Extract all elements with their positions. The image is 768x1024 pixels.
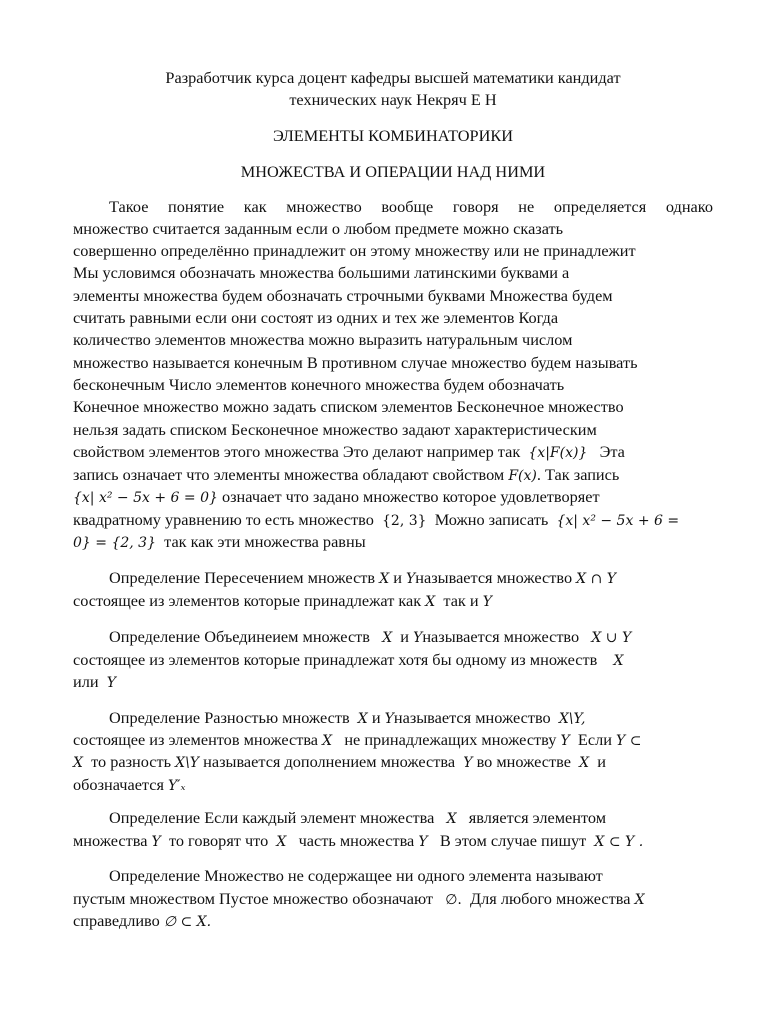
text: часть множества [298, 831, 415, 850]
formula: X [382, 630, 393, 646]
formula: ∅. [445, 892, 462, 908]
text: квадратному уравнению то есть множество [73, 510, 374, 529]
formula: F(x) [508, 468, 537, 484]
text: Определение Если каждый элемент множества [109, 808, 435, 827]
paragraph-line [73, 509, 713, 532]
paragraph-line [73, 888, 713, 911]
text: называется множество [422, 627, 580, 646]
paragraph-line [73, 590, 713, 613]
paragraph-line: множество называется конечным В противном случае множество будем называть [73, 353, 638, 372]
formula: X [379, 571, 390, 587]
paragraph-line: Определение Множество не содержащее ни одного элемента называют [109, 866, 603, 885]
text: называется множество [393, 708, 551, 727]
text: Для любого множества [470, 889, 631, 908]
text: Определение Объединеием множеств [109, 627, 370, 646]
text: и [393, 568, 402, 587]
paragraph-line: бесконечным Число элементов конечного множества будем обозначать [73, 375, 565, 394]
formula: Y [418, 834, 428, 850]
paragraph-line [73, 774, 713, 797]
paragraph-line [73, 486, 713, 509]
text: множества [73, 831, 148, 850]
formula: X [579, 755, 590, 771]
text: . Так запись [536, 465, 620, 484]
text: то разность [91, 752, 172, 771]
paragraph-line [73, 729, 713, 752]
formula: Y [406, 571, 416, 587]
text: состоящее из элементов которые принадлежат как [73, 591, 422, 610]
text: пустым множеством Пустое множество обозначают [73, 889, 434, 908]
text: и [597, 752, 606, 771]
text: так как эти множества равны [164, 532, 366, 551]
paragraph-line [73, 830, 713, 853]
formula: X [276, 834, 287, 850]
formula: X ⊂ Y . [594, 834, 644, 850]
paragraph-line [73, 441, 713, 464]
formula: Y ⊂ [616, 733, 642, 749]
formula: X [634, 892, 645, 908]
formula: 0} = {2, 3} [73, 535, 156, 551]
paragraph-line: количество элементов множества можно выразить натуральным числом [73, 330, 573, 349]
formula: Y [560, 733, 570, 749]
text: справедливо [73, 911, 160, 930]
text: свойством элементов этого множества Это делают например так [73, 442, 521, 461]
formula: X\Y [175, 755, 200, 771]
paragraph-line [109, 807, 713, 830]
formula: {2, 3} [382, 513, 427, 529]
formula: X [73, 755, 83, 771]
author-line-2: технических наук Некряч Е Н [289, 90, 497, 109]
formula: X\Y, [558, 711, 586, 727]
paragraph-line [109, 567, 713, 590]
text: называется дополнением множества [203, 752, 456, 771]
text: Определение Разностью множеств [109, 708, 350, 727]
formula: Y [106, 675, 116, 691]
section-title: ЭЛЕМЕНТЫ КОМБИНАТОРИКИ [273, 126, 513, 145]
paragraph-line: множество считается заданным если о любом предмете можно сказать [73, 219, 564, 238]
formula: Y [384, 711, 394, 727]
text: является элементом [468, 808, 607, 827]
text: так и [443, 591, 479, 610]
paragraph-line: элементы множества будем обозначать строчными буквами Множества будем [73, 286, 613, 305]
paragraph-line: Такое понятие как множество вообще говоря не определяется однако [109, 197, 713, 216]
paragraph-line [109, 626, 713, 649]
paragraph-line [73, 649, 713, 672]
paragraph-line [109, 707, 713, 730]
formula: Y [413, 630, 423, 646]
formula: X [425, 594, 436, 610]
text: Можно записать [434, 510, 549, 529]
paragraph-line [73, 531, 713, 554]
text: не принадлежащих множеству [344, 730, 557, 749]
formula: X [322, 733, 333, 749]
formula: Y′ₓ [168, 778, 186, 794]
paragraph-line [73, 464, 713, 487]
formula: {x|F(x)} [528, 445, 588, 461]
formula: {x| x² − 5x + 6 = 0} [73, 490, 218, 506]
text: Эта [599, 442, 625, 461]
text: то говорят что [168, 831, 269, 850]
paragraph-line: Конечное множество можно задать списком элементов Бесконечное множество [73, 397, 624, 416]
formula: X [613, 653, 624, 669]
subsection-title: МНОЖЕСТВА И ОПЕРАЦИИ НАД НИМИ [240, 162, 546, 181]
text: и [400, 627, 410, 646]
text: во множестве [476, 752, 571, 771]
formula: ∅ ⊂ X. [163, 914, 212, 930]
formula: X [446, 811, 457, 827]
formula: X [357, 711, 368, 727]
paragraph-line: считать равными если они состоят из одних и тех же элементов Когда [73, 308, 559, 327]
text: запись означает что элементы множества обладают свойством [73, 465, 505, 484]
formula: Y [151, 834, 161, 850]
text: Определение Пересечением множеств [109, 568, 376, 587]
text: называется множество [415, 568, 573, 587]
paragraph-line [73, 671, 713, 694]
text: Если [577, 730, 612, 749]
paragraph-line [73, 910, 713, 933]
text: состоящее из элементов множества [73, 730, 319, 749]
text: состоящее из элементов которые принадлежат хотя бы одному из множеств [73, 650, 598, 669]
formula: {x| x² − 5x + 6 = [556, 513, 680, 529]
formula: Y [482, 594, 492, 610]
text: обозначается [73, 775, 164, 794]
paragraph-line: нельзя задать списком Бесконечное множество задают характеристическим [73, 420, 597, 439]
text: означает что задано множество которое удовлетворяет [221, 487, 600, 506]
text: или [73, 672, 99, 691]
formula: Y [463, 755, 473, 771]
text: и [371, 708, 381, 727]
formula: X ∩ Y [576, 571, 617, 587]
author-line-1: Разработчик курса доцент кафедры высшей математики кандидат [165, 68, 621, 87]
paragraph-line [73, 751, 713, 774]
text: В этом случае пишут [439, 831, 587, 850]
paragraph-line: совершенно определённо принадлежит он этому множеству или не принадлежит [73, 241, 636, 260]
formula: X ∪ Y [591, 630, 632, 646]
paragraph-line: Мы условимся обозначать множества большими латинскими буквами а [73, 263, 570, 282]
